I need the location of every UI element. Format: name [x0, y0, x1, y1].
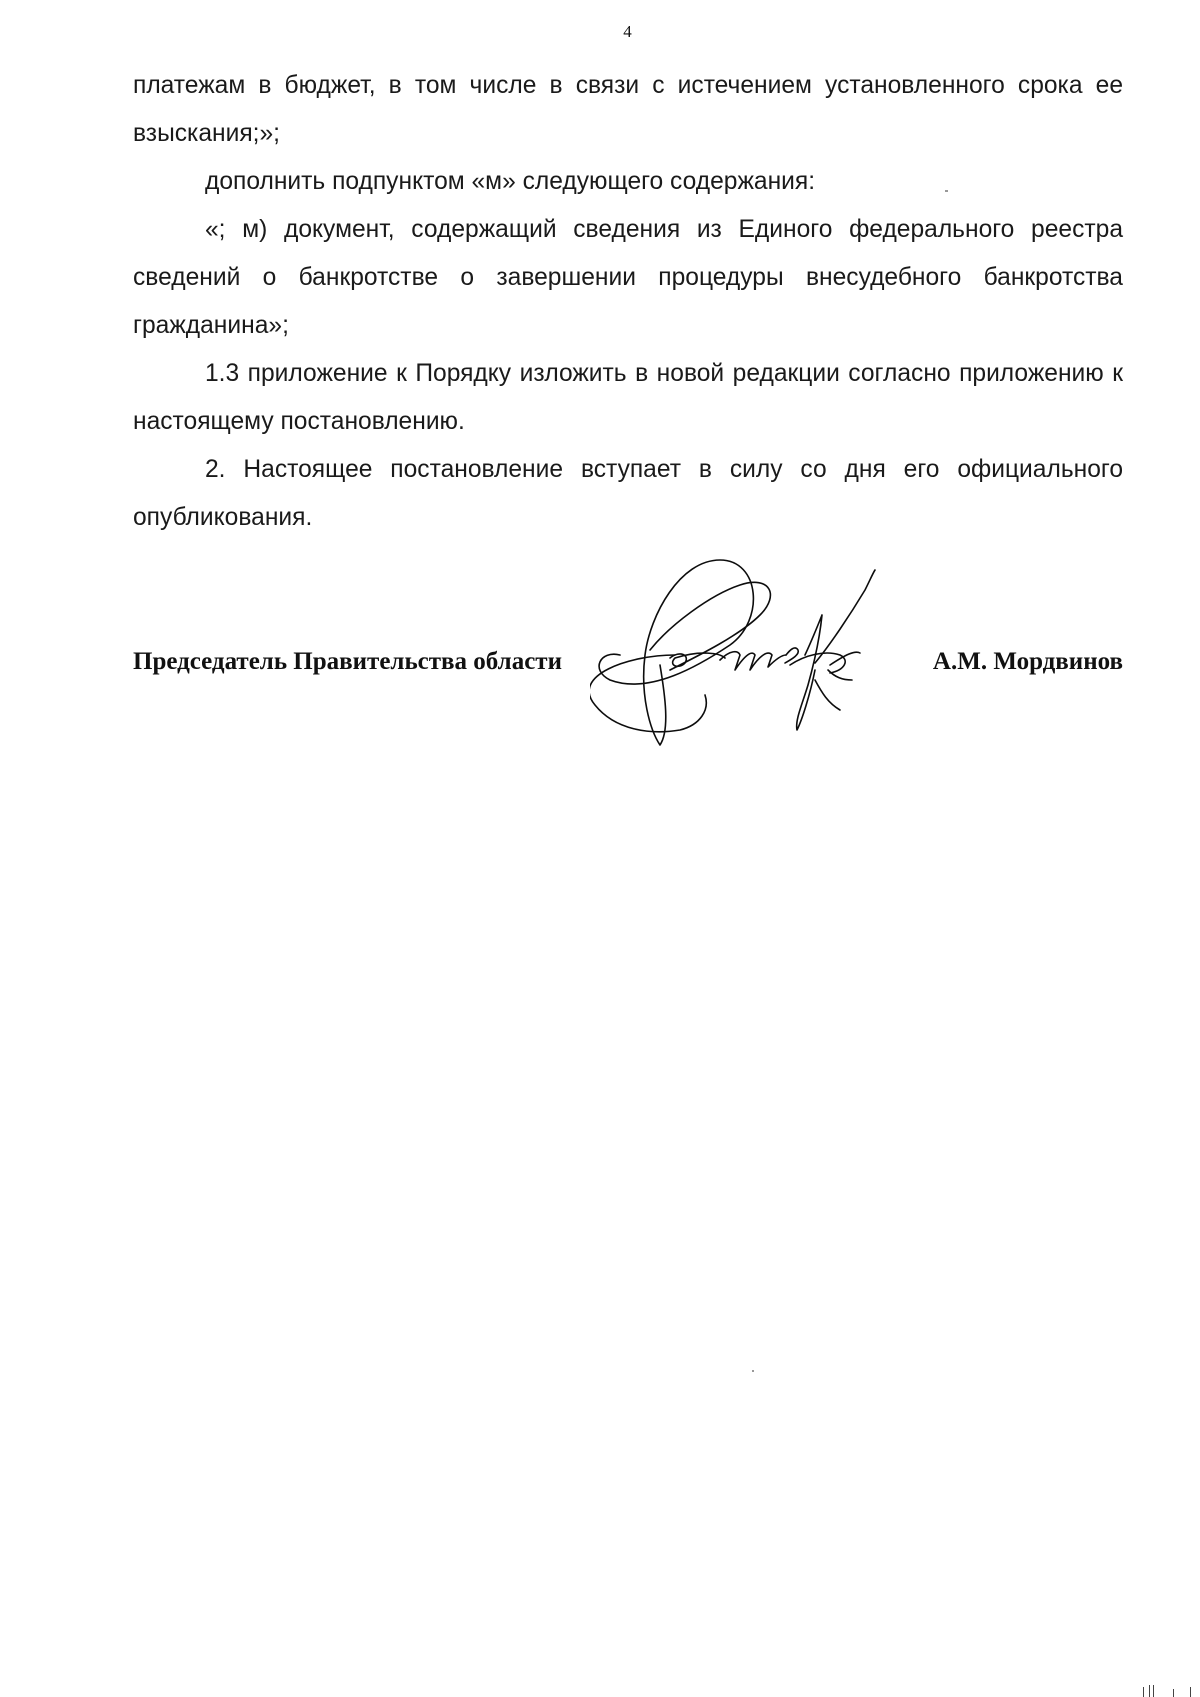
- paragraph-subpoint-m: «; м) документ, содержащий сведения из Единого федерального реестра сведений о банкротстве о завершении процедуры внесудебного банкротства гражданина»;: [133, 216, 1123, 339]
- signer-title: Председатель Правительства области: [133, 648, 562, 675]
- scan-speck: [752, 1370, 754, 1372]
- scan-edge-marks: [1135, 1683, 1195, 1697]
- document-body: [133, 62, 1123, 542]
- page-number: 4: [623, 22, 632, 41]
- scan-speck: [945, 190, 948, 192]
- paragraph-continuation: платежам в бюджет, в том числе в связи с истечением установленного срока ее взыскания;»;: [133, 72, 1123, 147]
- paragraph-item-2: 2. Настоящее постановление вступает в силу со дня его официального опубликования.: [133, 456, 1123, 531]
- signer-name: А.М. Мордвинов: [932, 648, 1123, 675]
- paragraph-item-1-3: 1.3 приложение к Порядку изложить в новой редакции согласно приложению к настоящему постановлению.: [133, 360, 1123, 435]
- paragraph-amendment-intro: дополнить подпунктом «м» следующего содержания:: [205, 168, 816, 195]
- handwritten-signature: [590, 555, 950, 755]
